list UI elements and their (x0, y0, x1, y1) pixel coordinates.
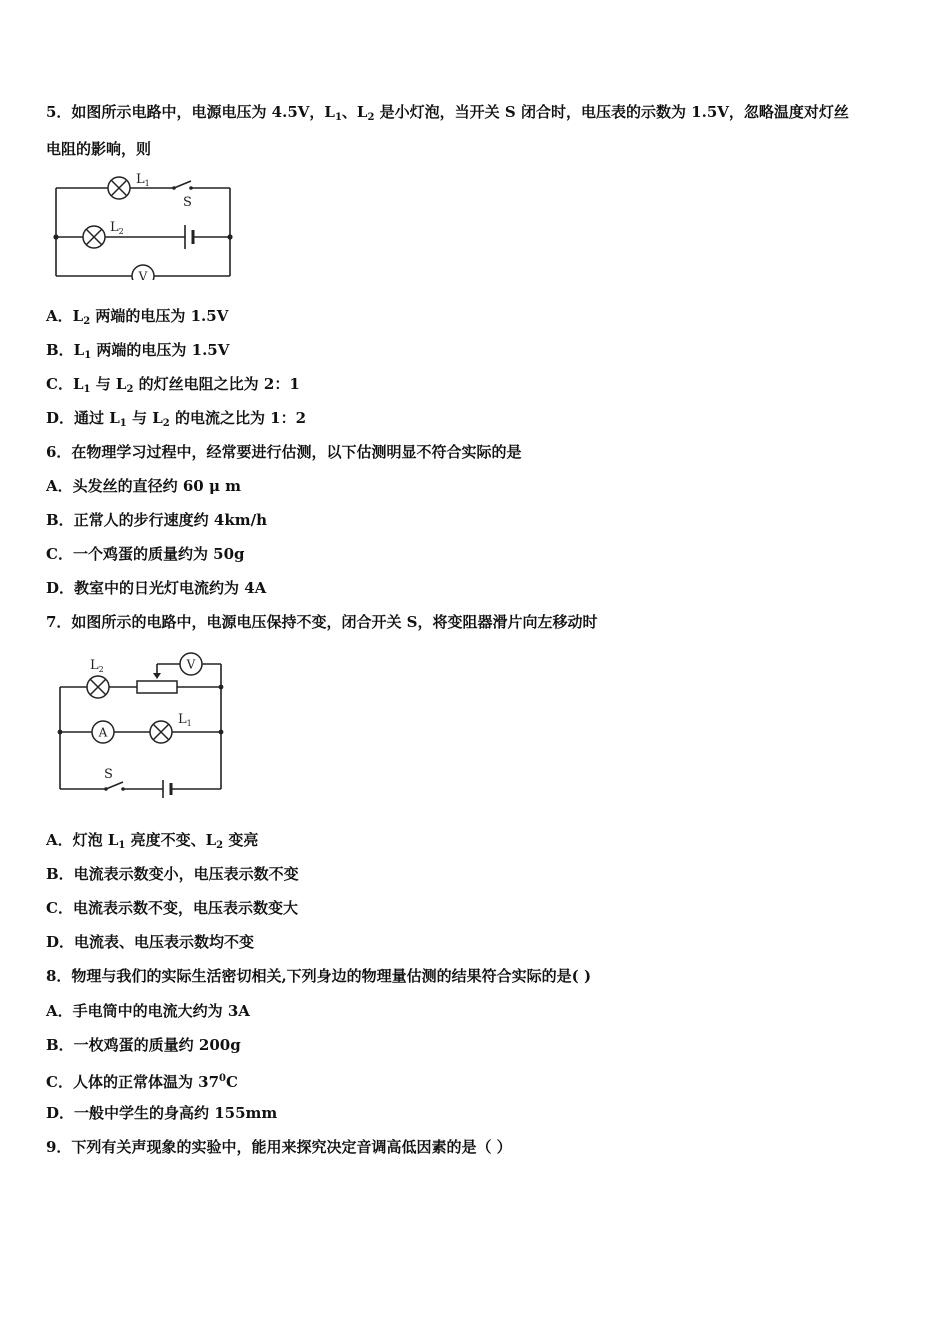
q8-option-c[interactable] (46, 1069, 238, 1092)
battery-icon (185, 225, 193, 249)
voltmeter-label: V (186, 657, 196, 672)
option-text: B．L (46, 341, 85, 359)
lamp-l1-icon (108, 177, 130, 199)
q6-option-a[interactable]: A．头发丝的直径约 60 μ m (46, 477, 242, 495)
subscript: 2 (216, 840, 224, 851)
q5-option-d[interactable] (46, 408, 306, 434)
rheostat-icon (137, 681, 177, 693)
q8-option-b[interactable]: B．一枚鸡蛋的质量约 200g (46, 1036, 241, 1054)
q7-option-a[interactable] (46, 830, 258, 856)
option-text: 亮度不变、L (125, 831, 217, 849)
q5-stem-line1 (46, 102, 849, 128)
q7-option-c[interactable]: C．电流表示数不变，电压表示数变大 (46, 899, 298, 917)
q5-option-c[interactable] (46, 374, 300, 400)
junction-dot (53, 234, 58, 239)
subscript: 1 (334, 112, 342, 123)
junction-dot (219, 685, 224, 690)
option-text: 变亮 (223, 831, 259, 849)
subscript: 2 (126, 384, 134, 395)
q6-option-c[interactable]: C．一个鸡蛋的质量约为 50g (46, 545, 245, 563)
subscript: 1 (118, 840, 126, 851)
voltmeter-label: V (138, 269, 148, 280)
junction-dot (58, 730, 63, 735)
option-text: C (226, 1073, 238, 1091)
q6-stem: 6．在物理学习过程中，经常要进行估测，以下估测明显不符合实际的是 (46, 443, 522, 461)
option-text: D．通过 L (46, 409, 120, 427)
slider-arrow-icon (153, 673, 161, 679)
option-text: 两端的电压为 1.5V (90, 307, 229, 325)
label-l2: $L_2$ (110, 220, 124, 236)
label-l2: $L_2$ (90, 658, 104, 674)
q5-option-b[interactable] (46, 340, 229, 366)
option-text: C．人体的正常体温为 37 (46, 1073, 220, 1091)
ammeter-label: A (98, 725, 108, 740)
q9-stem: 9．下列有关声现象的实验中，能用来探究决定音调高低因素的是（ ） (46, 1138, 512, 1156)
q5-circuit-diagram (46, 170, 246, 280)
junction-dot (227, 234, 232, 239)
subscript: 2 (367, 112, 375, 123)
option-text: A．灯泡 L (46, 831, 119, 849)
q5-stem-line2: 电阻的影响，则 (46, 140, 152, 158)
option-text: 两端的电压为 1.5V (91, 341, 230, 359)
option-text: A．L (46, 307, 84, 325)
q8-option-a[interactable]: A．手电筒中的电流大约为 3A (46, 1002, 250, 1020)
superscript: 0 (219, 1073, 227, 1084)
q6-option-b[interactable]: B．正常人的步行速度约 4km/h (46, 511, 267, 529)
q7-circuit-diagram (46, 646, 246, 806)
subscript: 1 (83, 384, 91, 395)
label-l1: $L_1$ (136, 172, 150, 188)
battery-icon (163, 780, 171, 798)
subscript: 1 (119, 418, 127, 429)
subscript: 2 (83, 316, 91, 327)
junction-dot (219, 730, 224, 735)
label-l1: $L_1$ (178, 712, 192, 728)
q7-stem: 7．如图所示的电路中，电源电压保持不变，闭合开关 S，将变阻器滑片向左移动时 (46, 613, 598, 631)
option-text: 的电流之比为 1：2 (169, 409, 307, 427)
option-text: C．L (46, 375, 84, 393)
lamp-l2-icon (87, 676, 109, 698)
q8-option-d[interactable]: D．一般中学生的身高约 155mm (46, 1104, 278, 1122)
q7-option-b[interactable]: B．电流表示数变小，电压表示数不变 (46, 865, 299, 883)
q7-option-d[interactable]: D．电流表、电压表示数均不变 (46, 933, 255, 951)
q6-option-d[interactable]: D．教室中的日光灯电流约为 4A (46, 579, 267, 597)
subscript: 1 (84, 350, 92, 361)
option-text: 与 L (90, 375, 127, 393)
subscript: 2 (162, 418, 170, 429)
label-s: S (104, 767, 113, 782)
q5-stem-part: 、L (341, 103, 368, 121)
option-text: 的灯丝电阻之比为 2：1 (133, 375, 300, 393)
option-text: 与 L (126, 409, 163, 427)
q5-option-a[interactable] (46, 306, 228, 332)
label-s: S (183, 195, 192, 210)
lamp-l2-icon (83, 226, 105, 248)
q8-stem: 8．物理与我们的实际生活密切相关,下列身边的物理量估测的结果符合实际的是( ) (46, 967, 592, 985)
lamp-l1-icon (150, 721, 172, 743)
q5-stem-part: 5．如图所示电路中，电源电压为 4.5V，L (46, 103, 335, 121)
q5-stem-part: 是小灯泡，当开关 S 闭合时，电压表的示数为 1.5V，忽略温度对灯丝 (374, 103, 849, 121)
